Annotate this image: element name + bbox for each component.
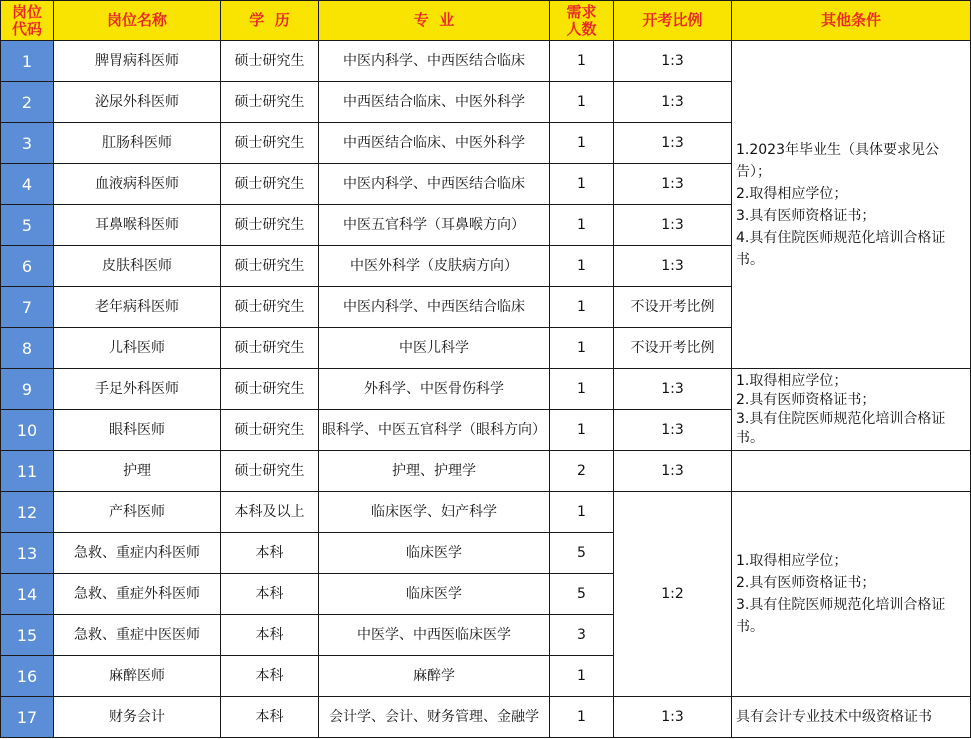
row-num: 5 bbox=[550, 574, 614, 615]
row-code: 2 bbox=[1, 82, 54, 123]
row-name: 脾胃病科医师 bbox=[54, 41, 221, 82]
row-name: 急救、重症外科医师 bbox=[54, 574, 221, 615]
row-ratio: 1:3 bbox=[614, 369, 732, 410]
header-code: 岗位 代码 bbox=[1, 1, 54, 41]
row-code: 5 bbox=[1, 205, 54, 246]
row-major: 中医学、中西医临床医学 bbox=[319, 615, 550, 656]
row-name: 儿科医师 bbox=[54, 328, 221, 369]
header-ratio: 开考比例 bbox=[614, 1, 732, 41]
row-ratio: 不设开考比例 bbox=[614, 287, 732, 328]
row-name: 血液病科医师 bbox=[54, 164, 221, 205]
row-ratio: 1:3 bbox=[614, 697, 732, 738]
row-code: 12 bbox=[1, 492, 54, 533]
conditions-cell: 1.2023年毕业生（具体要求见公告）； 2.取得相应学位； 3.具有医师资格证书； 4.具有住院医师规范化培训合格证书。 bbox=[732, 41, 971, 369]
row-ratio: 1:3 bbox=[614, 451, 732, 492]
row-edu: 硕士研究生 bbox=[221, 328, 319, 369]
row-major: 会计学、会计、财务管理、金融学 bbox=[319, 697, 550, 738]
table-row bbox=[1, 369, 971, 410]
row-code: 10 bbox=[1, 410, 54, 451]
conditions-cell bbox=[732, 451, 971, 492]
row-num: 1 bbox=[550, 697, 614, 738]
row-name: 急救、重症内科医师 bbox=[54, 533, 221, 574]
conditions-cell: 1.取得相应学位； 2.具有医师资格证书； 3.具有住院医师规范化培训合格证书。 bbox=[732, 492, 971, 697]
row-ratio: 1:3 bbox=[614, 410, 732, 451]
row-major: 中西医结合临床、中医外科学 bbox=[319, 123, 550, 164]
row-num: 2 bbox=[550, 451, 614, 492]
row-major: 临床医学 bbox=[319, 533, 550, 574]
row-name: 产科医师 bbox=[54, 492, 221, 533]
row-code: 3 bbox=[1, 123, 54, 164]
header-num: 需求 人数 bbox=[550, 1, 614, 41]
row-code: 9 bbox=[1, 369, 54, 410]
row-edu: 硕士研究生 bbox=[221, 410, 319, 451]
row-code: 8 bbox=[1, 328, 54, 369]
row-ratio: 1:2 bbox=[614, 492, 732, 697]
row-code: 1 bbox=[1, 41, 54, 82]
row-code: 16 bbox=[1, 656, 54, 697]
row-major: 外科学、中医骨伤科学 bbox=[319, 369, 550, 410]
row-major: 麻醉学 bbox=[319, 656, 550, 697]
row-name: 眼科医师 bbox=[54, 410, 221, 451]
row-name: 护理 bbox=[54, 451, 221, 492]
row-ratio: 1:3 bbox=[614, 205, 732, 246]
row-name: 麻醉医师 bbox=[54, 656, 221, 697]
row-major: 临床医学、妇产科学 bbox=[319, 492, 550, 533]
header-name: 岗位名称 bbox=[54, 1, 221, 41]
row-ratio: 1:3 bbox=[614, 164, 732, 205]
row-major: 中医五官科学（耳鼻喉方向） bbox=[319, 205, 550, 246]
row-edu: 硕士研究生 bbox=[221, 82, 319, 123]
row-num: 5 bbox=[550, 533, 614, 574]
row-edu: 硕士研究生 bbox=[221, 41, 319, 82]
row-num: 1 bbox=[550, 656, 614, 697]
row-ratio: 1:3 bbox=[614, 246, 732, 287]
row-edu: 硕士研究生 bbox=[221, 369, 319, 410]
conditions-cell: 1.取得相应学位； 2.具有医师资格证书； 3.具有住院医师规范化培训合格证书。 bbox=[732, 369, 971, 451]
row-num: 3 bbox=[550, 615, 614, 656]
row-edu: 本科 bbox=[221, 533, 319, 574]
row-edu: 硕士研究生 bbox=[221, 205, 319, 246]
table-row bbox=[1, 492, 971, 533]
row-name: 急救、重症中医医师 bbox=[54, 615, 221, 656]
row-major: 中医内科学、中西医结合临床 bbox=[319, 41, 550, 82]
row-num: 1 bbox=[550, 328, 614, 369]
row-major: 中医外科学（皮肤病方向） bbox=[319, 246, 550, 287]
row-edu: 本科 bbox=[221, 615, 319, 656]
row-name: 泌尿外科医师 bbox=[54, 82, 221, 123]
row-code: 11 bbox=[1, 451, 54, 492]
row-ratio: 不设开考比例 bbox=[614, 328, 732, 369]
row-num: 1 bbox=[550, 492, 614, 533]
header-row bbox=[1, 1, 971, 41]
row-major: 眼科学、中医五官科学（眼科方向） bbox=[319, 410, 550, 451]
row-name: 皮肤科医师 bbox=[54, 246, 221, 287]
row-name: 手足外科医师 bbox=[54, 369, 221, 410]
row-ratio: 1:3 bbox=[614, 123, 732, 164]
row-code: 7 bbox=[1, 287, 54, 328]
table-row bbox=[1, 41, 971, 82]
row-num: 1 bbox=[550, 164, 614, 205]
header-edu: 学 历 bbox=[221, 1, 319, 41]
row-ratio: 1:3 bbox=[614, 82, 732, 123]
conditions-cell: 具有会计专业技术中级资格证书 bbox=[732, 697, 971, 738]
row-edu: 硕士研究生 bbox=[221, 123, 319, 164]
row-code: 14 bbox=[1, 574, 54, 615]
row-edu: 本科 bbox=[221, 656, 319, 697]
row-edu: 硕士研究生 bbox=[221, 164, 319, 205]
row-code: 4 bbox=[1, 164, 54, 205]
row-major: 中医内科学、中西医结合临床 bbox=[319, 164, 550, 205]
row-num: 1 bbox=[550, 123, 614, 164]
header-major: 专 业 bbox=[319, 1, 550, 41]
row-name: 财务会计 bbox=[54, 697, 221, 738]
row-num: 1 bbox=[550, 287, 614, 328]
table-row bbox=[1, 451, 971, 492]
row-ratio: 1:3 bbox=[614, 41, 732, 82]
row-edu: 硕士研究生 bbox=[221, 246, 319, 287]
row-code: 6 bbox=[1, 246, 54, 287]
header-cond: 其他条件 bbox=[732, 1, 971, 41]
row-edu: 本科 bbox=[221, 574, 319, 615]
row-num: 1 bbox=[550, 410, 614, 451]
row-name: 老年病科医师 bbox=[54, 287, 221, 328]
row-num: 1 bbox=[550, 41, 614, 82]
row-edu: 硕士研究生 bbox=[221, 451, 319, 492]
row-code: 15 bbox=[1, 615, 54, 656]
row-major: 中医内科学、中西医结合临床 bbox=[319, 287, 550, 328]
row-name: 耳鼻喉科医师 bbox=[54, 205, 221, 246]
row-code: 17 bbox=[1, 697, 54, 738]
row-num: 1 bbox=[550, 82, 614, 123]
row-name: 肛肠科医师 bbox=[54, 123, 221, 164]
table-row bbox=[1, 697, 971, 738]
row-major: 中西医结合临床、中医外科学 bbox=[319, 82, 550, 123]
row-edu: 本科及以上 bbox=[221, 492, 319, 533]
row-major: 护理、护理学 bbox=[319, 451, 550, 492]
row-num: 1 bbox=[550, 246, 614, 287]
row-major: 临床医学 bbox=[319, 574, 550, 615]
row-edu: 硕士研究生 bbox=[221, 287, 319, 328]
row-code: 13 bbox=[1, 533, 54, 574]
row-num: 1 bbox=[550, 369, 614, 410]
row-major: 中医儿科学 bbox=[319, 328, 550, 369]
row-num: 1 bbox=[550, 205, 614, 246]
row-edu: 本科 bbox=[221, 697, 319, 738]
